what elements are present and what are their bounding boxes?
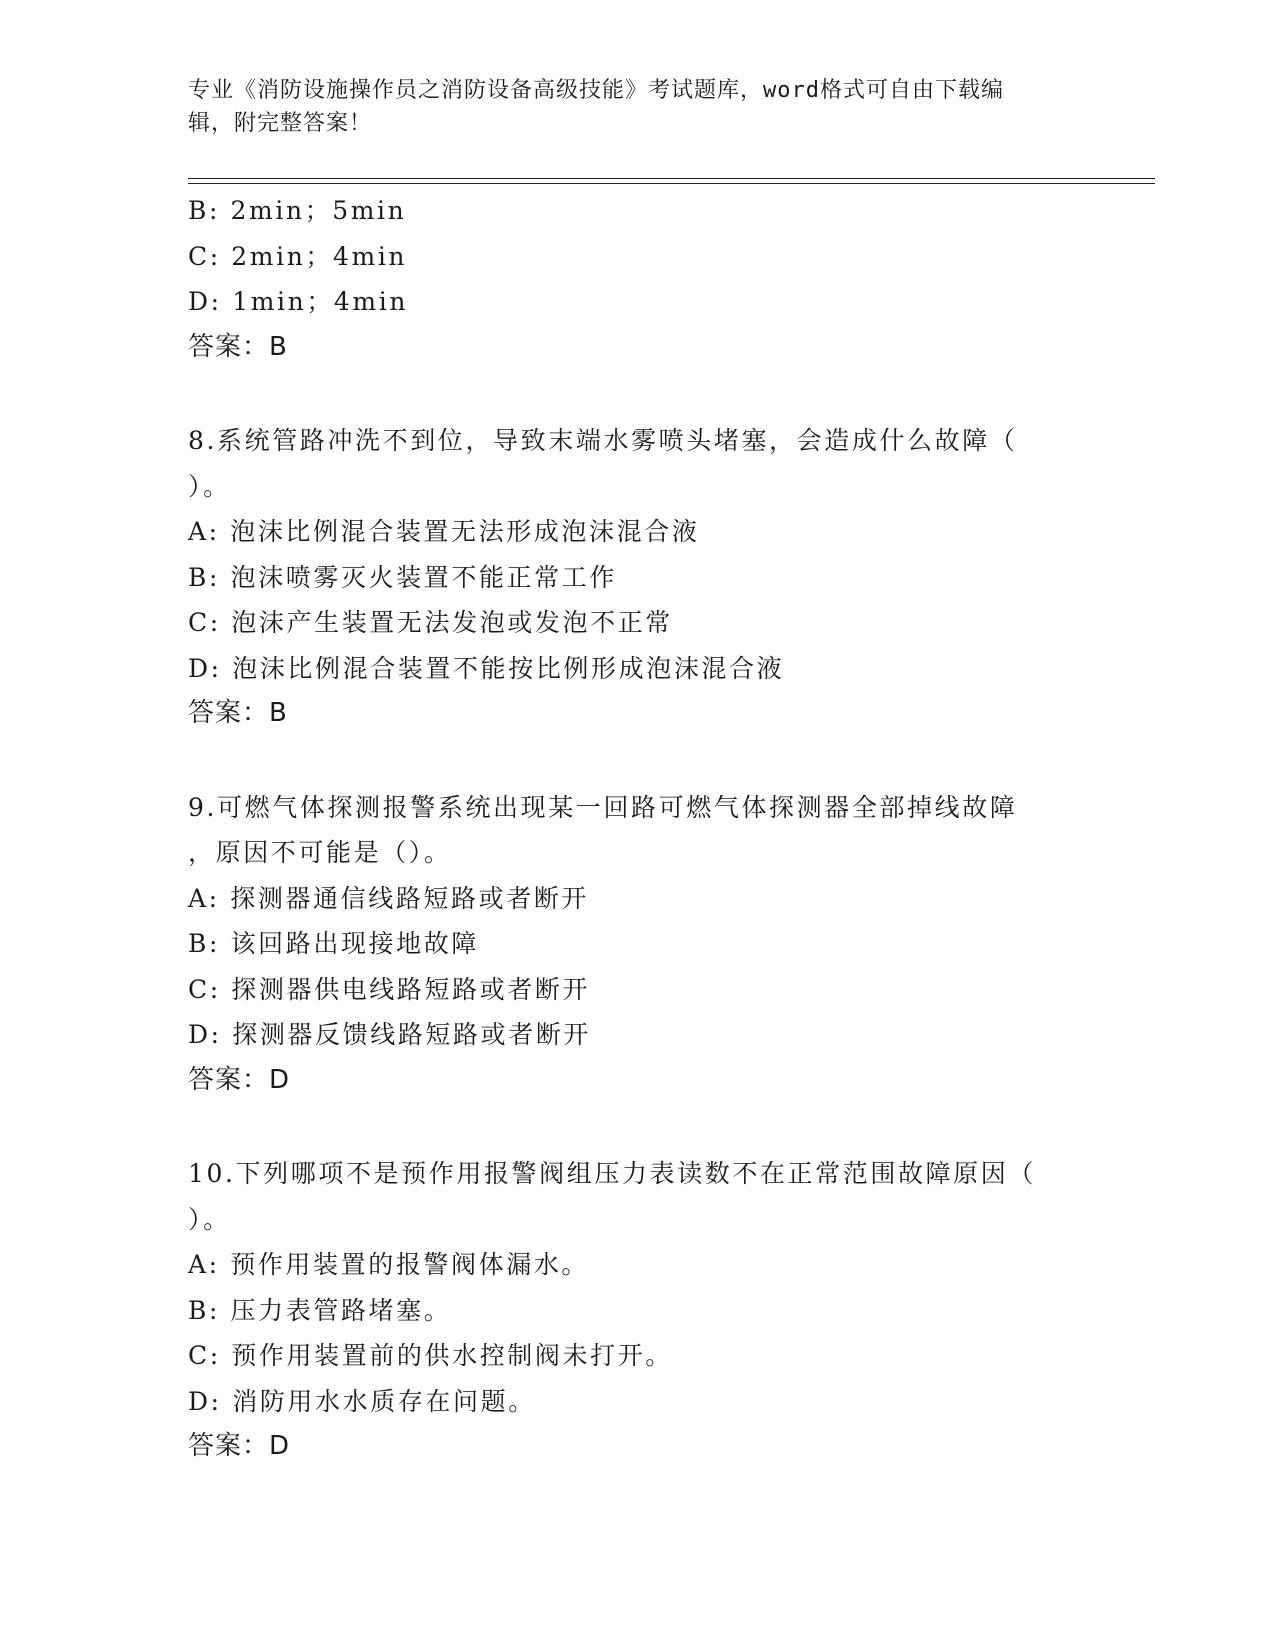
spacer [188, 737, 1088, 785]
question-7-tail [188, 188, 1088, 370]
option-b: B: 泡沫喷雾灭火装置不能正常工作 [188, 562, 617, 592]
question-8 [188, 418, 1088, 737]
option-d: D: 消防用水水质存在问题。 [188, 1386, 536, 1416]
option-b: B: 该回路出现接地故障 [188, 929, 479, 958]
option-c: C: 预作用装置前的供水控制阀未打开。 [188, 1341, 673, 1370]
option-c: C: 泡沫产生装置无法发泡或发泡不正常 [188, 608, 673, 637]
option-a: A: 泡沫比例混合装置无法形成泡沫混合液 [188, 517, 700, 546]
question-stem-continued: ）。 [188, 471, 231, 501]
answer: 答案：D [188, 1064, 291, 1095]
spacer [188, 370, 1088, 418]
question-stem-continued: ）。 [188, 1204, 231, 1234]
option-d: D: 探测器反馈线路短路或者断开 [188, 1020, 592, 1049]
answer: 答案：B [188, 698, 288, 728]
header-divider-bottom [188, 183, 1155, 184]
option-c: C: 2min；4min [188, 241, 408, 271]
option-c: C: 探测器供电线路短路或者断开 [188, 974, 591, 1004]
question-10 [188, 1151, 1088, 1470]
option-b: B: 2min；5min [188, 196, 407, 225]
question-stem: 9.可燃气体探测报警系统出现某一回路可燃气体探测器全部掉线故障 [188, 792, 1018, 822]
spacer [188, 1103, 1088, 1151]
option-a: A: 探测器通信线路短路或者断开 [188, 883, 590, 913]
question-stem: 8.系统管路冲洗不到位，导致末端水雾喷头堵塞，会造成什么故障（ [188, 426, 1018, 455]
option-d: D: 1min；4min [188, 287, 409, 316]
question-stem-continued: ，原因不可能是（）。 [188, 838, 452, 867]
question-stem: 10.下列哪项不是预作用报警阀组压力表读数不在正常范围故障原因（ [188, 1159, 1036, 1188]
header-divider-top [188, 178, 1155, 179]
option-d: D: 泡沫比例混合装置不能按比例形成泡沫混合液 [188, 653, 785, 683]
option-a: A: 预作用装置的报警阀体漏水。 [188, 1250, 590, 1279]
header-line-2: 辑，附完整答案！ [188, 111, 373, 136]
answer: 答案：D [188, 1431, 291, 1461]
option-b: B: 压力表管路堵塞。 [188, 1295, 452, 1325]
document-header [188, 74, 1068, 140]
question-9 [188, 785, 1088, 1104]
answer: 答案：B [188, 331, 288, 362]
question-list [188, 188, 1088, 1470]
header-line-1: 专业《消防设施操作员之消防设备高级技能》考试题库，word格式可自由下载编 [188, 78, 1004, 103]
